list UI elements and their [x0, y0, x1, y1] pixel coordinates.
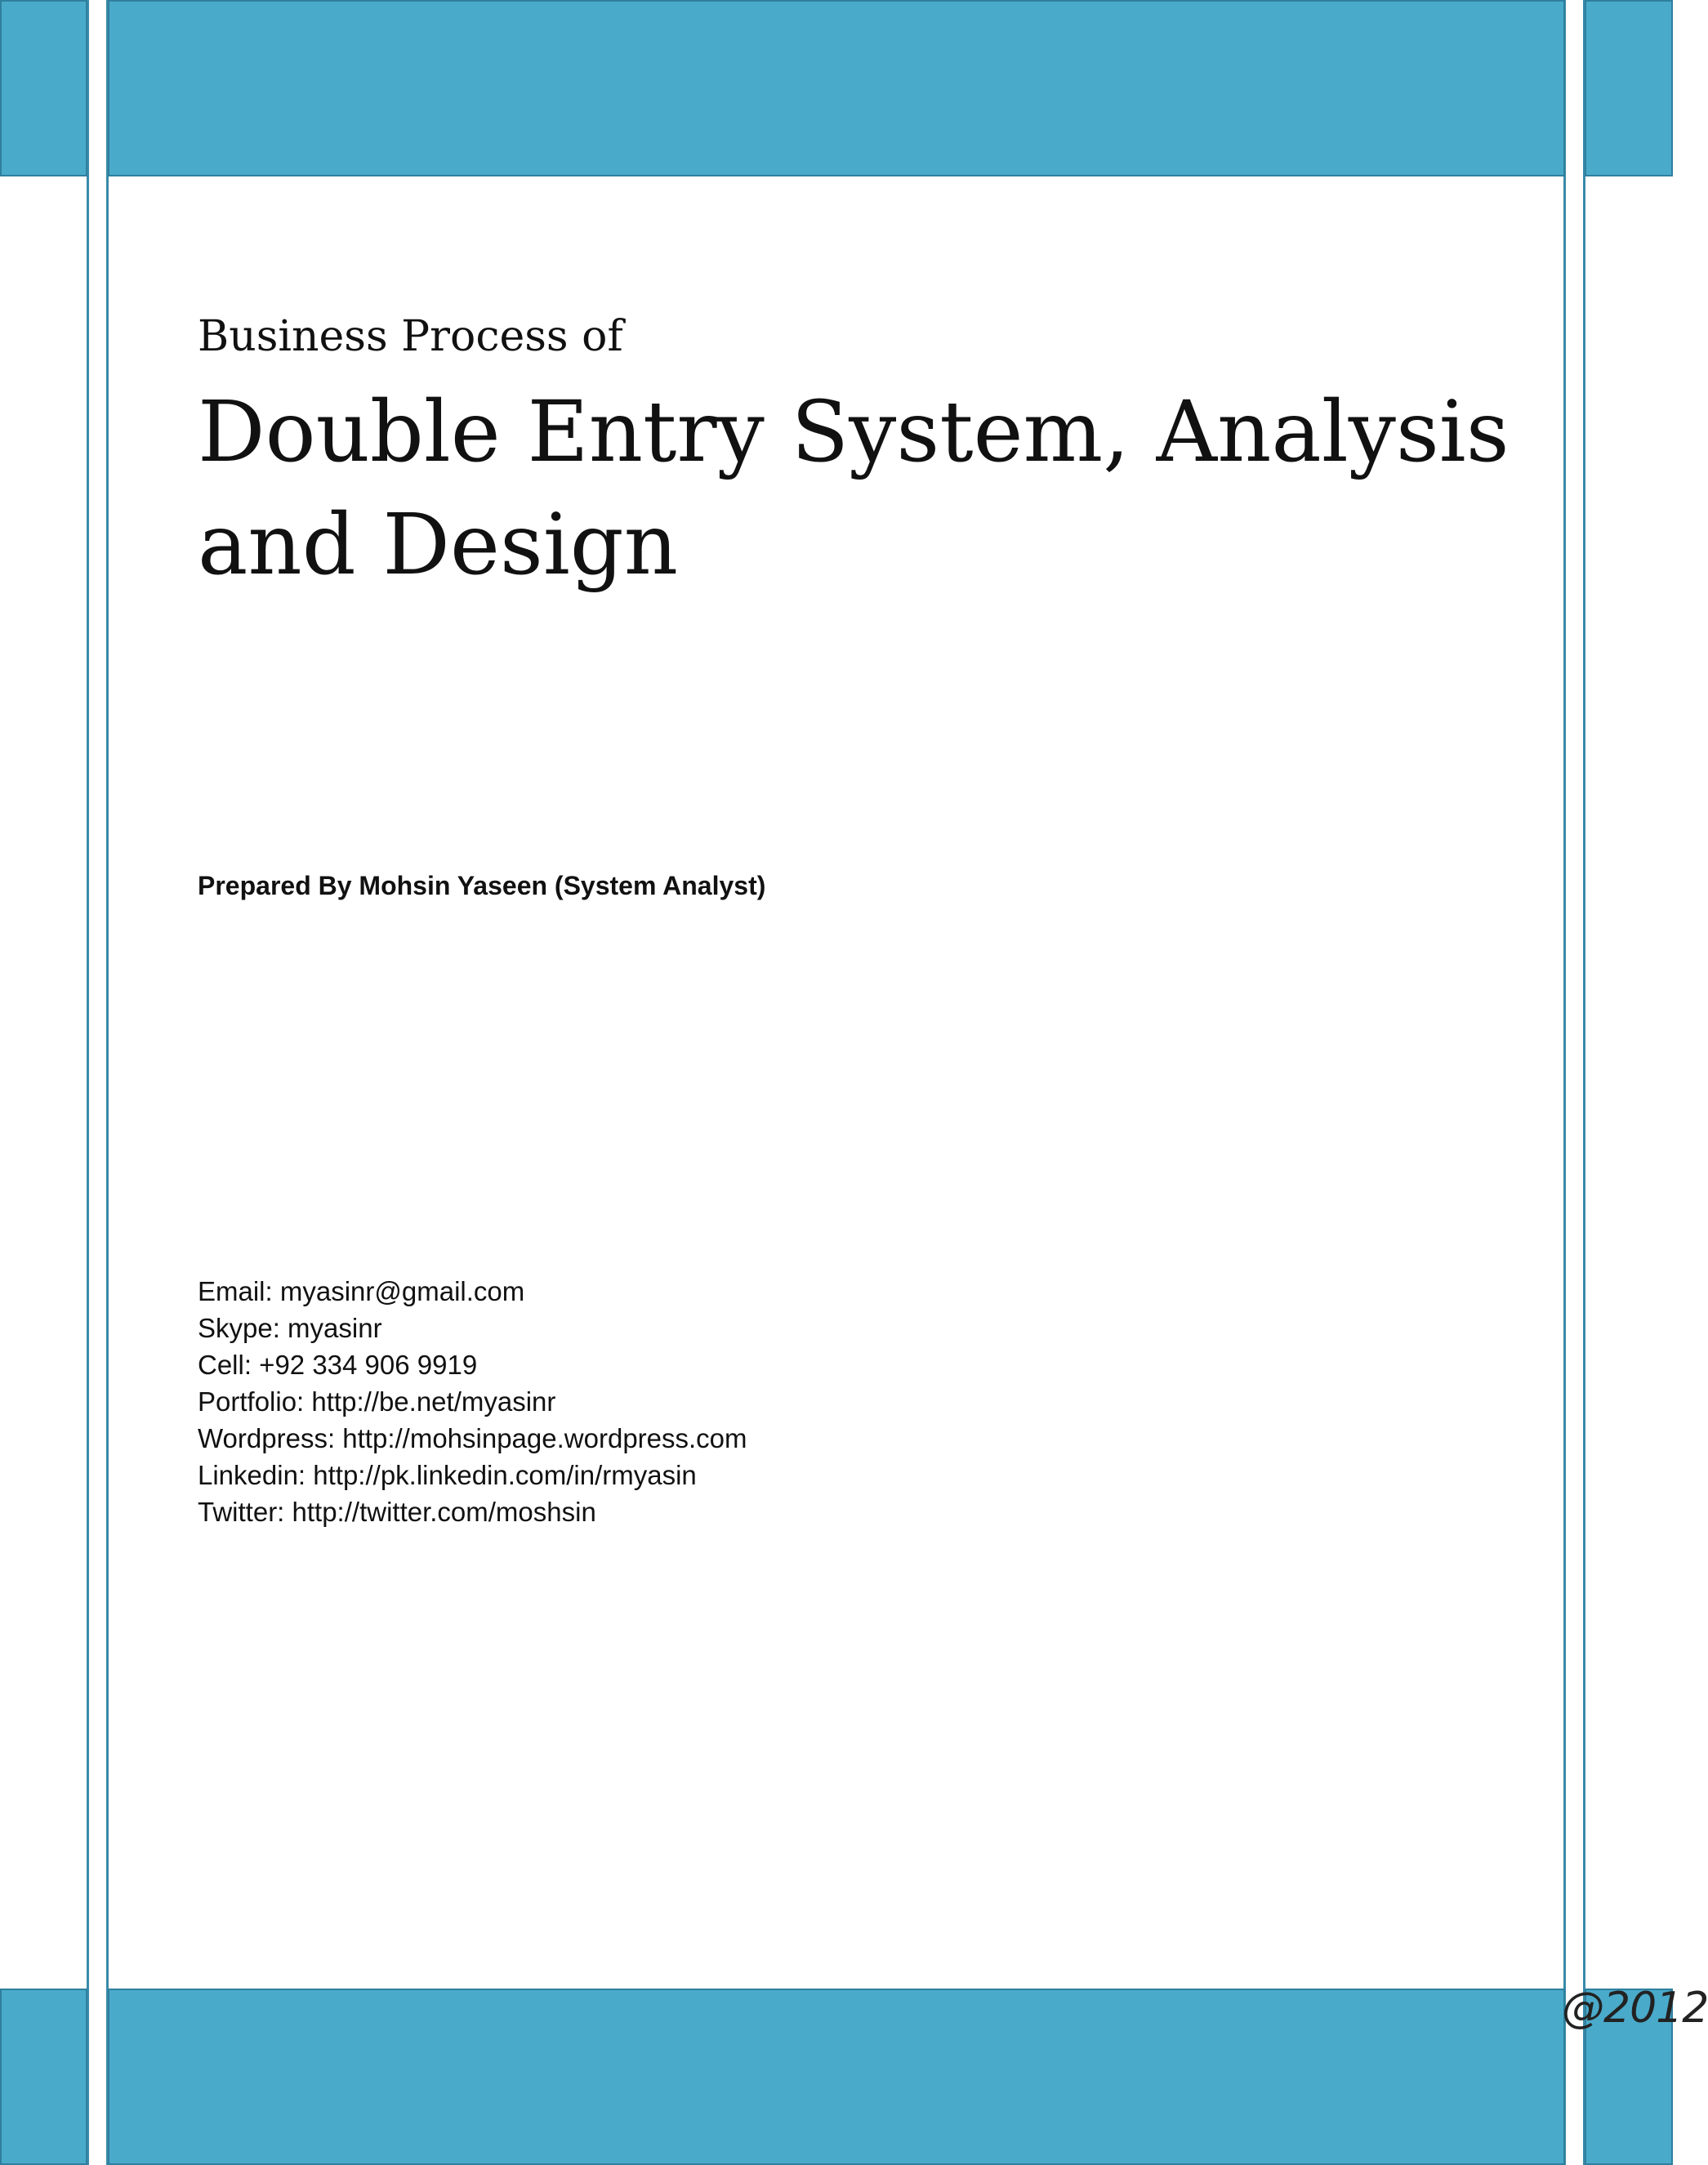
prepared-by: Prepared By Mohsin Yaseen (System Analyst) — [198, 871, 766, 900]
footer-band-main — [108, 1989, 1565, 2165]
frame-line-left-outer — [87, 0, 89, 2165]
frame-line-left-inner — [106, 0, 109, 2165]
contact-twitter: Twitter: http://twitter.com/moshsin — [198, 1497, 596, 1527]
contact-email: Email: myasinr@gmail.com — [198, 1276, 525, 1306]
contact-linkedin: Linkedin: http://pk.linkedin.com/in/rmyasin — [198, 1460, 697, 1490]
header-band-left — [0, 0, 87, 176]
contact-skype: Skype: myasinr — [198, 1313, 382, 1343]
contact-portfolio: Portfolio: http://be.net/myasinr — [198, 1386, 556, 1417]
footer-band-left — [0, 1989, 87, 2165]
document-title: Double Entry System, Analysis and Design — [198, 383, 1510, 594]
frame-line-right-outer — [1583, 0, 1585, 2165]
document-subtitle: Business Process of — [198, 312, 623, 361]
frame-line-right-inner — [1563, 0, 1566, 2165]
header-band-main — [108, 0, 1565, 176]
year-mark: @2012 — [1562, 1984, 1708, 2033]
contact-info — [198, 1273, 747, 1530]
contact-wordpress: Wordpress: http://mohsinpage.wordpress.com — [198, 1423, 747, 1453]
contact-cell: Cell: +92 334 906 9919 — [198, 1350, 478, 1380]
header-band-right — [1585, 0, 1673, 176]
